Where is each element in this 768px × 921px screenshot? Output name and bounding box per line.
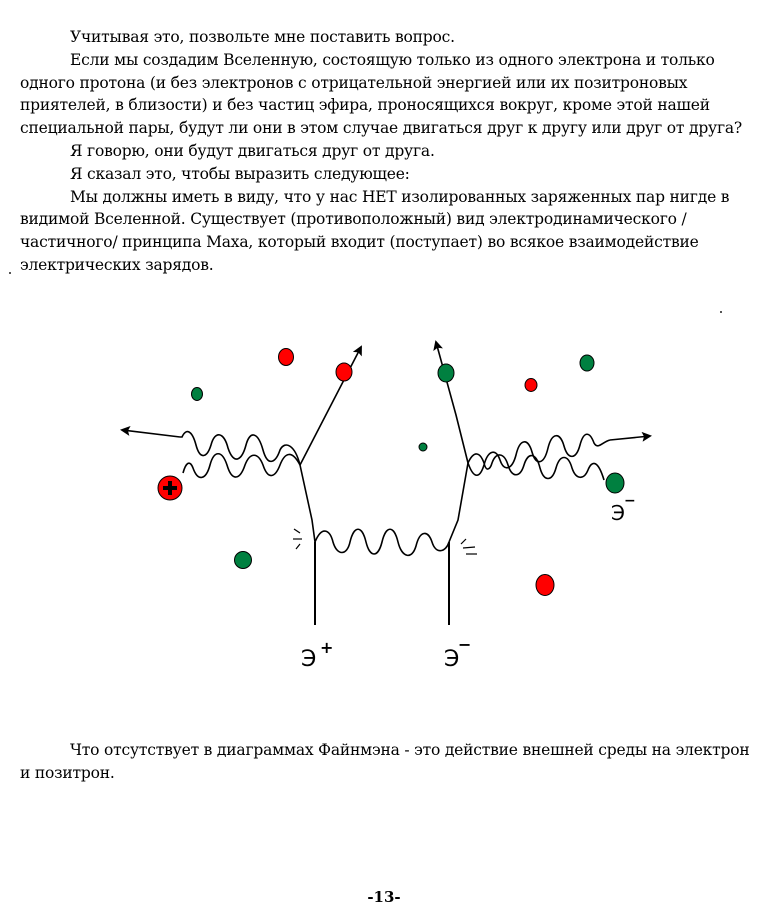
paragraph: Что отсутствует в диаграммах Файнмэна - это действие внешней среды на электрон и позитрон.: [20, 741, 750, 782]
positron-label: Э: [301, 647, 317, 672]
paragraph: Учитывая это, позвольте мне поставить вопрос.: [70, 28, 455, 46]
electron-outgoing-arrow: [436, 342, 468, 463]
green-particle: [580, 355, 594, 371]
red-particles: [279, 349, 555, 596]
green-particle: [419, 443, 427, 451]
left-photon-to-proton: [183, 454, 300, 478]
electron-sign: −: [458, 635, 472, 654]
stray-dot: [9, 272, 11, 274]
bottom-text-block: [20, 739, 750, 785]
page-number: -13-: [367, 888, 401, 906]
red-particle: [525, 379, 537, 392]
stray-dot: [720, 311, 722, 313]
right-emission-marks: [461, 539, 477, 554]
left-emission-marks: [293, 529, 302, 549]
green-particle: [192, 388, 203, 401]
paragraph: Мы должны иметь в виду, что у нас НЕТ изолированных заряженных пар нигде в видимой Вселенной. Существует (противоположный) вид электродинамического /частичного/ принципа Маха, который входит (поступает) во всякое взаимодействие электрических зарядов.: [20, 187, 730, 274]
paragraph: Я говорю, они будут двигаться друг от друга.: [70, 141, 435, 160]
electron-path-upper: [449, 463, 468, 542]
left-outgoing-arrow: [122, 430, 180, 437]
positron-sign: +: [320, 638, 334, 657]
electron-label: Э: [444, 647, 460, 672]
positron-path-upper: [300, 465, 315, 542]
red-particle: [336, 363, 352, 381]
red-particle: [279, 349, 294, 366]
right-electron-sign: −: [624, 493, 636, 509]
positron-outgoing-arrow: [300, 347, 361, 465]
exchange-photon-wavy-line: [315, 529, 449, 555]
feynman-diagram: [0, 320, 768, 690]
right-electron-label: Э: [611, 501, 625, 525]
green-particle: [235, 552, 252, 569]
proton: [158, 476, 182, 500]
green-particle: [438, 364, 454, 382]
right-photon-to-electron: [468, 454, 604, 480]
top-text-block: [20, 26, 750, 277]
paragraph: Я сказал это, чтобы выразить следующее:: [70, 164, 410, 183]
right-outgoing-arrow: [610, 436, 650, 440]
right-electron-particle: [606, 473, 624, 493]
paragraph: Если мы создадим Вселенную, состоящую только из одного электрона и только одного протона (и без электронов с отрицательной энергией или их позитроновых приятелей, в близости) и без частиц эфира, проносящихся вокруг, кроме этой нашей специальной пары, будут ли они в этом случае двигаться друг к другу или друг от друга?: [20, 50, 743, 138]
red-particle: [536, 575, 554, 596]
